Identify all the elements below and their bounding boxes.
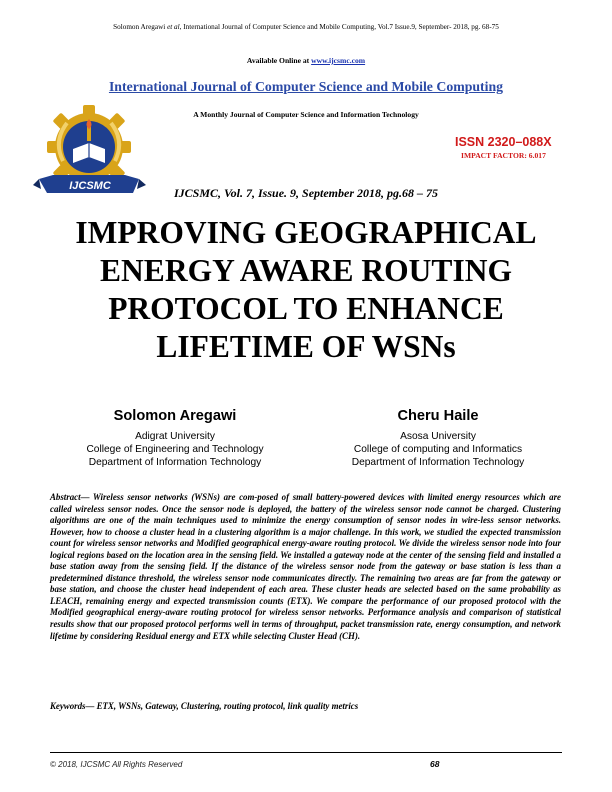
author-name: Cheru Haile xyxy=(397,408,479,424)
running-header xyxy=(0,23,612,31)
logo-text: IJCSMC xyxy=(69,180,111,192)
title-line: PROTOCOL TO ENHANCE xyxy=(108,291,504,326)
available-prefix: Available Online at xyxy=(246,56,312,65)
impact-factor: IMPACT FACTOR: 6.017 xyxy=(461,151,546,160)
author-affiliation: College of computing and Informatics xyxy=(353,444,523,455)
page-number: 68 xyxy=(430,759,440,769)
keywords: Keywords— ETX, WSNs, Gateway, Clustering, routing protocol, link quality metrics xyxy=(50,701,359,711)
title-line: IMPROVING GEOGRAPHICAL xyxy=(75,215,537,250)
journal-name[interactable]: International Journal of Computer Science and Mobile Computing xyxy=(108,79,504,94)
footer-divider xyxy=(50,752,562,753)
journal-website-link[interactable]: www.ijcsmc.com xyxy=(311,56,366,65)
author-block-1 xyxy=(45,408,305,469)
journal-subtitle: A Monthly Journal of Computer Science and Information Technology xyxy=(193,110,419,119)
author-affiliation: Department of Information Technology xyxy=(351,457,525,468)
copyright: © 2018, IJCSMC All Rights Reserved xyxy=(50,760,183,769)
abstract: Abstract— Wireless sensor networks (WSNs) are com-posed of small battery-powered devices with limited energy resources which are called wireless sensor nodes. Once the sensor node is deployed, the battery of the wireless sensor node cannot be charged. Clustering algorithms are one of the main techniques used to minimize the energy consumption of sensor nodes in wire-less sensor networks. However, how to choose a cluster head in a clustering algorithm is a major challenge. In this work, we studied the expected transmission count for wireless sensor networks and Modified geographical energy-aware routing protocol. We divide the wireless sensor node into four logical regions based on the location area in the sensing field. We installed a gateway node at the center of the sensing field and installed a base station away from the sensing field. If the distance of the wireless sensor node from the gateway or base station is less than a predetermined distance threshold, the wireless sensor node communicates directly. The remaining two areas are far from the gateway or base station, and choose the cluster head independent of each area. These cluster heads are selected based on the same probability as LEACH, remaining energy and expected transmission counts (ETX). We compare the performance of our proposed protocol with the Modified geographical energy-aware routing protocol for wireless sensor networks. Performance analysis and comparison of statistical results show that our proposed protocol performs well in terms of throughput, packet transmission rate, energy consumption, and network lifetime by considering Residual energy and ETX while selecting Cluster Head (CH). xyxy=(50,492,561,641)
author-affiliation: College of Engineering and Technology xyxy=(86,444,264,455)
available-online xyxy=(0,56,612,65)
title-line: ENERGY AWARE ROUTING xyxy=(100,253,512,288)
title-line: LIFETIME OF WSNs xyxy=(156,329,456,364)
author-affiliation: Department of Information Technology xyxy=(88,457,262,468)
author-name: Solomon Aregawi xyxy=(113,408,237,424)
author-affiliation: Adigrat University xyxy=(135,431,215,442)
issn: ISSN 2320–088X xyxy=(455,135,552,149)
running-head-author: Solomon Aregawi xyxy=(113,23,168,31)
citation-line: IJCSMC, Vol. 7, Issue. 9, September 2018, pg.68 – 75 xyxy=(173,186,439,200)
author-block-2 xyxy=(308,408,568,469)
running-head-etal: et al xyxy=(167,23,180,31)
running-head-rest: , International Journal of Computer Science and Mobile Computing, Vol.7 Issue.9, September- 2018, pg. 68-75 xyxy=(179,23,499,31)
paper-title xyxy=(0,214,612,366)
author-affiliation: Asosa University xyxy=(400,431,476,442)
